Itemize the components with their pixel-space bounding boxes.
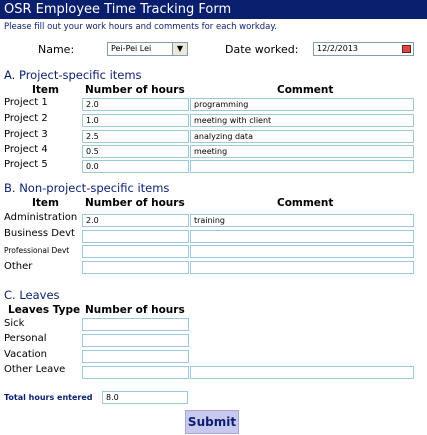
business-devt-comment-input[interactable] [190, 230, 414, 243]
administration-hours-input[interactable]: 2.0 [82, 214, 189, 227]
section-a-title: A. Project-specific items [4, 68, 142, 82]
project-1-label: Project 1 [4, 97, 48, 108]
personal-hours-input[interactable] [82, 334, 189, 347]
project-3-comment-input[interactable]: analyzing data [190, 130, 414, 143]
professional-devt-comment-input[interactable] [190, 245, 414, 258]
calendar-icon[interactable] [402, 45, 411, 53]
date-label: Date worked: [225, 43, 299, 56]
instructions-text: Please fill out your work hours and comments for each workday. [4, 22, 277, 32]
vacation-label: Vacation [4, 349, 47, 360]
other-leave-label: Other Leave [4, 364, 66, 375]
professional-devt-hours-input[interactable] [82, 245, 189, 258]
section-c-col-hours: Number of hours [85, 304, 185, 316]
section-a-col-comment: Comment [277, 84, 334, 96]
name-select-value: Pei-Pei Lei [111, 44, 152, 53]
sick-hours-input[interactable] [82, 318, 189, 331]
name-select[interactable] [107, 42, 188, 56]
other-comment-input[interactable] [190, 261, 414, 274]
date-field[interactable] [313, 42, 414, 56]
submit-button[interactable]: Submit [185, 410, 239, 434]
section-b-col-item: Item [32, 197, 59, 209]
section-c-title: C. Leaves [4, 288, 60, 302]
project-4-comment-input[interactable]: meeting [190, 145, 414, 158]
chevron-down-icon[interactable]: ▼ [172, 43, 187, 55]
vacation-hours-input[interactable] [82, 350, 189, 363]
project-5-label: Project 5 [4, 159, 48, 170]
business-devt-hours-input[interactable] [82, 230, 189, 243]
project-4-label: Project 4 [4, 144, 48, 155]
project-5-comment-input[interactable] [190, 160, 414, 173]
other-hours-input[interactable] [82, 261, 189, 274]
total-hours-label: Total hours entered [4, 393, 93, 402]
name-label: Name: [38, 43, 75, 56]
date-value: 12/2/2013 [317, 44, 359, 53]
other-label: Other [4, 261, 33, 272]
administration-comment-input[interactable]: training [190, 214, 414, 227]
personal-label: Personal [4, 333, 47, 344]
sick-label: Sick [4, 318, 25, 329]
project-2-label: Project 2 [4, 113, 48, 124]
total-hours-input[interactable]: 8.0 [102, 391, 188, 404]
project-4-hours-input[interactable]: 0.5 [82, 145, 189, 158]
professional-devt-label: Professional Devt [4, 246, 70, 255]
section-b-title: B. Non-project-specific items [4, 181, 170, 195]
project-2-hours-input[interactable]: 1.0 [82, 114, 189, 127]
other-leave-hours-input[interactable] [82, 366, 189, 379]
section-b-col-comment: Comment [277, 197, 334, 209]
section-a-col-item: Item [32, 84, 59, 96]
form-title: OSR Employee Time Tracking Form [0, 0, 427, 19]
section-c-col-type: Leaves Type [8, 304, 81, 316]
project-5-hours-input[interactable]: 0.0 [82, 160, 189, 173]
project-1-comment-input[interactable]: programming [190, 98, 414, 111]
section-a-col-hours: Number of hours [85, 84, 185, 96]
project-3-label: Project 3 [4, 129, 48, 140]
project-2-comment-input[interactable]: meeting with client [190, 114, 414, 127]
project-3-hours-input[interactable]: 2.5 [82, 130, 189, 143]
section-b-col-hours: Number of hours [85, 197, 185, 209]
project-1-hours-input[interactable]: 2.0 [82, 98, 189, 111]
administration-label: Administration [4, 212, 78, 223]
other-leave-comment-input[interactable] [190, 366, 414, 379]
business-devt-label: Business Devt [4, 228, 75, 239]
